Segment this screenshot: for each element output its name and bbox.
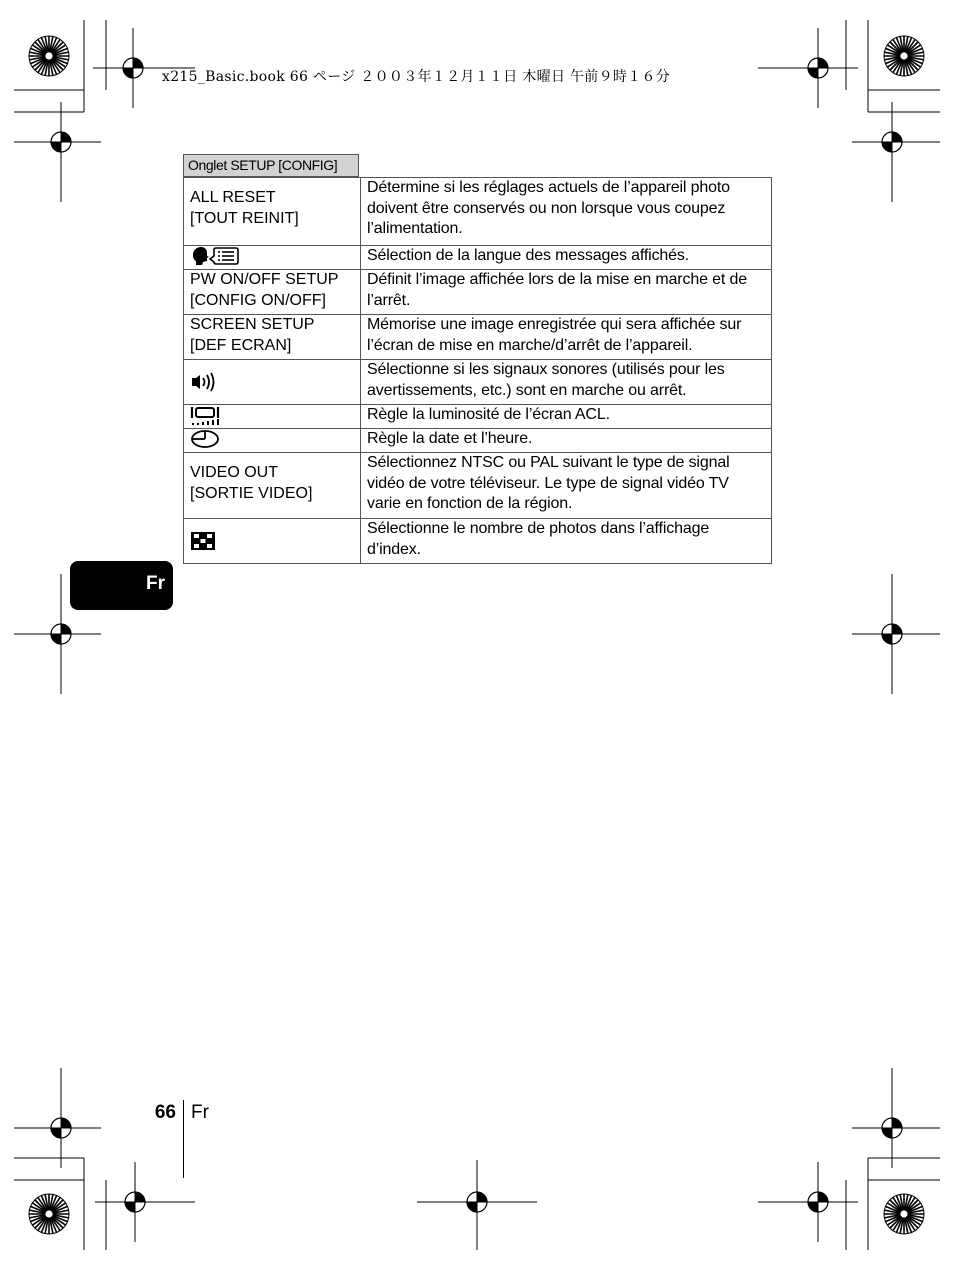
language-icon [190,246,240,266]
setting-description: Détermine si les réglages actuels de l’appareil photo doivent être conservés ou non lorsque vous coupez l’alimentation. [361,178,772,246]
setting-description: Sélectionnez NTSC ou PAL suivant le type de signal vidéo de votre téléviseur. Le type de signal vidéo TV varie en fonction de la région. [361,453,772,519]
setting-label: PW ON/OFF SETUP [CONFIG ON/OFF] [184,270,361,315]
table-row [184,360,772,405]
table-row [184,270,772,315]
speaker-icon [190,372,218,392]
index-grid-icon [190,531,216,551]
page-number: 66 [154,1102,176,1123]
setting-description: Sélectionne le nombre de photos dans l’affichage d’index. [361,519,772,564]
setting-label [184,405,361,429]
setting-description: Règle la date et l’heure. [361,429,772,453]
setting-description: Règle la luminosité de l’écran ACL. [361,405,772,429]
setup-table [183,177,772,564]
table-row [184,178,772,246]
setting-description: Mémorise une image enregistrée qui sera affichée sur l’écran de mise en marche/d’arrêt de l’appareil. [361,315,772,360]
table-caption: Onglet SETUP [CONFIG] [183,154,359,177]
language-tab: Fr [70,561,173,610]
monitor-brightness-icon [190,405,222,427]
table-row [184,519,772,564]
setting-label [184,360,361,405]
page-language: Fr [191,1102,209,1123]
setting-description: Sélection de la langue des messages affichés. [361,246,772,270]
setting-label: ALL RESET [TOUT REINIT] [184,178,361,246]
table-row [184,405,772,429]
setting-label [184,246,361,270]
setting-label: SCREEN SETUP [DEF ECRAN] [184,315,361,360]
table-row [184,315,772,360]
setting-label [184,519,361,564]
setting-description: Définit l’image affichée lors de la mise en marche et de l’arrêt. [361,270,772,315]
setting-description: Sélectionne si les signaux sonores (utilisés pour les avertissements, etc.) sont en marche ou arrêt. [361,360,772,405]
table-row [184,246,772,270]
footer-divider [183,1100,184,1178]
table-row [184,429,772,453]
table-row [184,453,772,519]
clock-icon [190,429,222,449]
print-header: x215_Basic.book 66 ページ ２００３年１２月１１日 木曜日 午前９時１６分 [162,69,671,85]
setting-label: VIDEO OUT [SORTIE VIDEO] [184,453,361,519]
setting-label [184,429,361,453]
